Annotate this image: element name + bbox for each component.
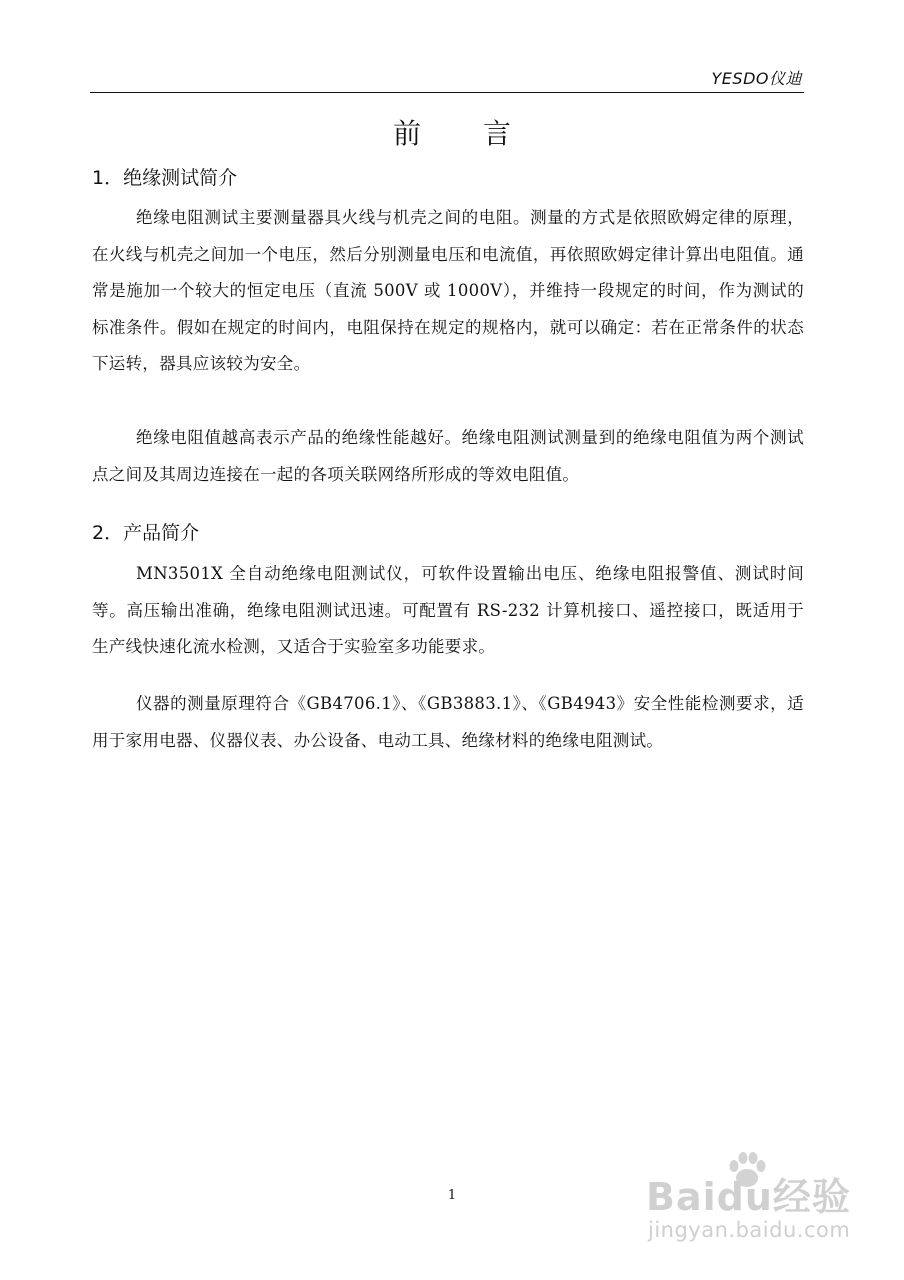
page-title: 前言 bbox=[392, 117, 573, 150]
page-header bbox=[90, 62, 804, 93]
paragraph-insulation-method: 绝缘电阻测试主要测量器具火线与机壳之间的电阻。测量的方式是依照欧姆定律的原理，在火线与机壳之间加一个电压，然后分别测量电压和电流值，再依照欧姆定律计算出电阻值。通常是施加一个较大的恒定电压（直流 500V 或 1000V），并维持一段规定的时间，作为测试的标准条件。假如在规定的时间内，电阻保持在规定的规格内，就可以确定：若在正常条件的状态下运转，器具应该较为安全。 bbox=[92, 208, 804, 373]
section-heading-insulation-intro: 1．绝缘测试简介 bbox=[92, 167, 238, 189]
page-number: 1 bbox=[447, 1188, 457, 1203]
baidu-watermark bbox=[640, 1148, 890, 1266]
paragraph-product-standards: 仪器的测量原理符合《GB4706.1》、《GB3883.1》、《GB4943》安全性能检测要求，适用于家用电器、仪器仪表、办公设备、电动工具、绝缘材料的绝缘电阻测试。 bbox=[92, 694, 804, 750]
watermark-url: jingyan.baidu.com bbox=[648, 1218, 851, 1242]
paragraph-insulation-value: 绝缘电阻值越高表示产品的绝缘性能越好。绝缘电阻测试测量到的绝缘电阻值为两个测试点之间及其周边连接在一起的各项关联网络所形成的等效电阻值。 bbox=[92, 428, 804, 484]
section-heading-product-intro: 2．产品简介 bbox=[92, 522, 200, 544]
header-brand: YESDO仪迪 bbox=[711, 69, 802, 88]
watermark-brand: Baidu经验 bbox=[646, 1175, 851, 1219]
paragraph-product-description: MN3501X 全自动绝缘电阻测试仪，可软件设置输出电压、绝缘电阻报警值、测试时间等。高压输出准确，绝缘电阻测试迅速。可配置有 RS-232 计算机接口、遥控接口，既适用于生产线快速化流水检测，又适合于实验室多功能要求。 bbox=[92, 564, 804, 656]
